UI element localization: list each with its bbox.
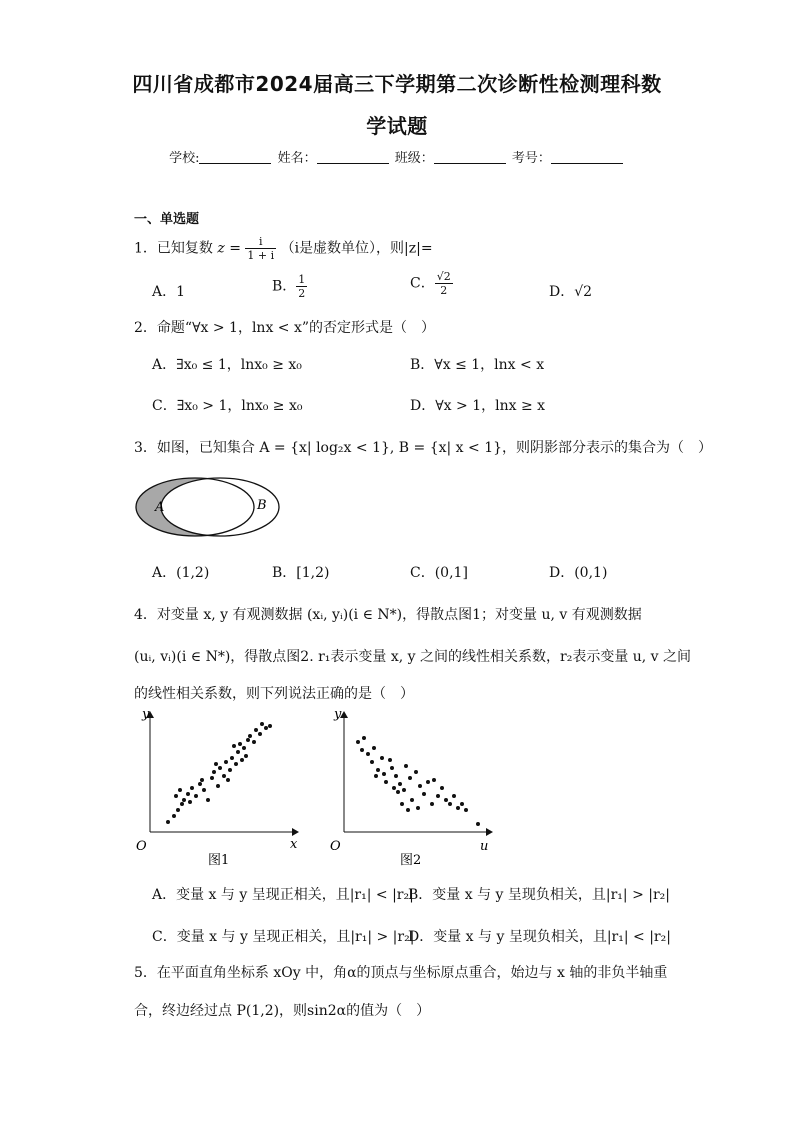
fig2-point	[410, 798, 414, 802]
page-title-line2: 学试题	[366, 114, 428, 138]
fig1-point	[246, 738, 250, 742]
q3-option-d: D．(0,1)	[549, 565, 608, 581]
question-4-line3: 的线性相关系数，则下列说法正确的是（ ）	[134, 686, 414, 702]
fig2-point	[402, 788, 406, 792]
fig1-point	[260, 722, 264, 726]
question-2-stem: 2．命题“∀x > 1，lnx < x”的否定形式是（ ）	[134, 320, 436, 336]
fig2-point	[392, 786, 396, 790]
fig1-point	[180, 802, 184, 806]
fig1-y-label: y	[142, 707, 150, 722]
scatter-figure-2	[320, 700, 500, 870]
fig1-origin: O	[136, 839, 147, 854]
fig1-point	[182, 798, 186, 802]
fig2-point	[360, 748, 364, 752]
fig1-point	[238, 742, 242, 746]
fig1-point	[200, 778, 204, 782]
fig1-point	[264, 726, 268, 730]
fig1-point	[254, 728, 258, 732]
fig2-point	[374, 774, 378, 778]
school-label: 学校:	[169, 151, 200, 166]
fig2-point	[432, 778, 436, 782]
q1-frac-num: i	[245, 235, 276, 249]
fig2-point	[422, 792, 426, 796]
fig2-point	[376, 768, 380, 772]
fig1-point	[218, 766, 222, 770]
fig1-point	[194, 794, 198, 798]
exam-no-blank	[551, 151, 623, 164]
fig1-point	[258, 732, 262, 736]
venn-diagram	[130, 474, 290, 540]
q4-option-a: A．变量 x 与 y 呈现正相关，且|r₁| < |r₂|	[152, 887, 414, 903]
fig1-point	[242, 746, 246, 750]
class-blank	[434, 151, 506, 164]
fig2-point	[436, 794, 440, 798]
page-title-line1: 四川省成都市2024届高三下学期第二次诊断性检测理科数	[132, 72, 662, 96]
fig2-origin: O	[330, 839, 341, 854]
q3-option-c: C．(0,1]	[410, 565, 468, 581]
fig2-point	[440, 786, 444, 790]
fig2-point	[464, 808, 468, 812]
school-blank	[199, 151, 271, 164]
student-info	[0, 147, 794, 166]
q4-option-d: D．变量 x 与 y 呈现负相关，且|r₁| < |r₂|	[408, 929, 671, 945]
fig1-point	[186, 792, 190, 796]
question-5-line2: 合，终边经过点 P(1,2)，则sin2α的值为（ ）	[134, 1003, 431, 1019]
fig1-point	[240, 758, 244, 762]
fig2-point	[370, 760, 374, 764]
fig1-point	[172, 814, 176, 818]
fig1-point	[236, 750, 240, 754]
fig2-point	[382, 772, 386, 776]
q1-suffix: （i是虚数单位），则|z|=	[280, 240, 433, 257]
fig1-point	[234, 762, 238, 766]
fig2-point	[448, 802, 452, 806]
fig1-point	[206, 798, 210, 802]
class-label: 班级：	[394, 151, 434, 166]
q2-option-b: B．∀x ≤ 1，lnx < x	[410, 357, 545, 373]
fig1-point	[216, 784, 220, 788]
fig2-point	[396, 790, 400, 794]
fig1-x-label: x	[290, 837, 298, 852]
q2-option-d: D．∀x > 1，lnx ≥ x	[410, 398, 546, 414]
scatter-figure-1	[130, 700, 310, 870]
question-5-line1: 5．在平面直角坐标系 xOy 中，角α的顶点与坐标原点重合，始边与 x 轴的非负半轴重	[134, 965, 668, 981]
q1-b-den: 2	[298, 287, 306, 300]
fig2-point	[408, 776, 412, 780]
fig1-point	[268, 724, 272, 728]
venn-label-a: A	[155, 500, 165, 515]
fig2-point	[366, 752, 370, 756]
fig1-point	[210, 776, 214, 780]
fig1-point	[176, 808, 180, 812]
q1-option-d: D．√2	[549, 284, 593, 300]
q2-option-a: A．∃x₀ ≤ 1，lnx₀ ≥ x₀	[152, 357, 302, 373]
q1-z: z =	[217, 240, 241, 257]
fig2-point	[388, 758, 392, 762]
fig1-point	[198, 782, 202, 786]
q3-option-a: A．(1,2)	[152, 565, 210, 581]
fig1-point	[202, 788, 206, 792]
q4-option-b: B．变量 x 与 y 呈现负相关，且|r₁| > |r₂|	[408, 887, 671, 903]
fig2-point	[384, 780, 388, 784]
fig1-point	[166, 820, 170, 824]
fig1-point	[232, 744, 236, 748]
section-heading: 一、单选题	[134, 212, 200, 227]
fig2-point	[460, 802, 464, 806]
exam-no-label: 考号：	[511, 151, 551, 166]
fig1-point	[190, 786, 194, 790]
fig2-caption: 图2	[400, 853, 422, 868]
fig1-points	[166, 722, 272, 824]
fig2-point	[356, 740, 360, 744]
fig2-point	[406, 808, 410, 812]
q1-option-b	[272, 273, 307, 300]
name-blank	[317, 151, 389, 164]
fig2-point	[476, 822, 480, 826]
question-4-line2: (uᵢ, vᵢ)(i ∈ N*)，得散点图2. r₁表示变量 x, y 之间的线性相关系数，r₂表示变量 u, v 之间	[134, 649, 692, 665]
q3-option-b: B．[1,2)	[272, 565, 330, 581]
question-4-line1: 4．对变量 x, y 有观测数据 (xᵢ, yᵢ)(i ∈ N*)，得散点图1；对变量 u, v 有观测数据	[134, 607, 642, 623]
fig2-point	[398, 782, 402, 786]
fig1-point	[178, 788, 182, 792]
q1-option-a: A．1	[152, 284, 186, 300]
fig2-point	[400, 802, 404, 806]
fig2-point	[430, 802, 434, 806]
q1-b-num: 1	[298, 273, 306, 286]
question-1-stem	[134, 235, 433, 262]
fig2-point	[362, 736, 366, 740]
q1-frac-den: 1 + i	[247, 249, 275, 262]
fig1-point	[188, 800, 192, 804]
q1-prefix: 1．已知复数	[134, 240, 213, 257]
fig1-point	[248, 734, 252, 738]
q1-option-c	[410, 270, 453, 297]
name-label: 姓名：	[277, 151, 317, 166]
fig2-points	[356, 736, 480, 826]
q1-c-den: 2	[440, 284, 448, 297]
fig1-point	[224, 760, 228, 764]
fig1-point	[214, 762, 218, 766]
fig2-point	[444, 798, 448, 802]
fig2-point	[380, 756, 384, 760]
fig2-y-label: y	[334, 707, 342, 722]
fig2-point	[372, 746, 376, 750]
fig1-point	[244, 754, 248, 758]
fig1-point	[252, 740, 256, 744]
q1-fraction	[245, 235, 276, 262]
fig2-x-label: u	[480, 839, 489, 854]
fig2-point	[456, 806, 460, 810]
fig1-point	[228, 768, 232, 772]
fig2-point	[418, 784, 422, 788]
fig2-point	[390, 766, 394, 770]
question-3-stem: 3．如图，已知集合 A = {x| log₂x < 1}, B = {x| x < 1}，则阴影部分表示的集合为（ ）	[134, 440, 713, 456]
fig2-point	[426, 780, 430, 784]
fig2-point	[404, 764, 408, 768]
fig2-point	[452, 794, 456, 798]
fig2-point	[414, 770, 418, 774]
fig1-point	[222, 774, 226, 778]
q2-option-c: C．∃x₀ > 1，lnx₀ ≥ x₀	[152, 398, 303, 414]
fig2-point	[394, 774, 398, 778]
fig1-caption: 图1	[208, 853, 230, 868]
fig1-point	[212, 770, 216, 774]
q1-c-num: √2	[436, 270, 451, 283]
fig2-point	[416, 806, 420, 810]
fig1-point	[226, 778, 230, 782]
venn-label-b: B	[257, 498, 267, 513]
fig1-point	[174, 794, 178, 798]
q4-option-c: C．变量 x 与 y 呈现正相关，且|r₁| > |r₂|	[152, 929, 415, 945]
q1-c-label: C．	[410, 275, 435, 292]
fig1-point	[230, 756, 234, 760]
q1-b-label: B．	[272, 278, 297, 295]
